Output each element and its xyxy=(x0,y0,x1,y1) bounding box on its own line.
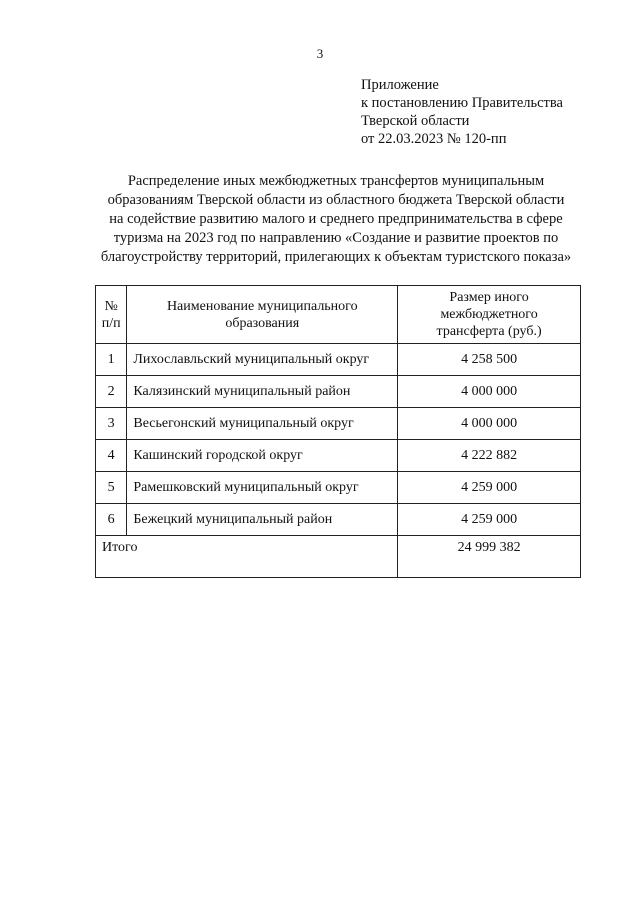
row-amount: 4 222 882 xyxy=(398,440,581,472)
table-row xyxy=(96,344,581,376)
header-amount xyxy=(398,286,581,344)
page-number: 3 xyxy=(316,46,324,61)
row-number: 5 xyxy=(96,472,127,504)
row-municipality: Весьегонский муниципальный округ xyxy=(127,408,398,440)
title-line: на содействие развитию малого и среднего предпринимательства в сфере xyxy=(109,211,563,227)
row-number: 1 xyxy=(96,344,127,376)
title-line: образованиям Тверской области из областного бюджета Тверской области xyxy=(107,192,565,208)
table-row xyxy=(96,408,581,440)
header-text: Размер иного xyxy=(449,290,529,305)
header-text: Наименование муниципального xyxy=(166,298,358,314)
header-text: межбюджетного xyxy=(440,307,538,322)
table-header-row xyxy=(96,286,581,344)
transfers-table xyxy=(95,285,581,578)
row-amount: 4 000 000 xyxy=(398,376,581,408)
header-text: образования xyxy=(225,315,300,331)
appendix-line: Приложение xyxy=(361,77,439,93)
row-number: 4 xyxy=(96,440,127,472)
table-row xyxy=(96,504,581,536)
table-row xyxy=(96,440,581,472)
total-label: Итого xyxy=(96,536,398,578)
table-row xyxy=(96,472,581,504)
row-amount: 4 258 500 xyxy=(398,344,581,376)
row-municipality: Бежецкий муниципальный район xyxy=(127,504,398,536)
header-municipality xyxy=(127,286,398,344)
appendix-date-number: от 22.03.2023 № 120-пп xyxy=(361,131,507,147)
row-municipality: Калязинский муниципальный район xyxy=(127,376,398,408)
appendix-line: к постановлению Правительства xyxy=(361,95,563,111)
header-text: трансферта (руб.) xyxy=(436,324,542,339)
row-number: 3 xyxy=(96,408,127,440)
appendix-block xyxy=(361,76,563,148)
table-total-row xyxy=(96,536,581,578)
table-row xyxy=(96,376,581,408)
header-text: п/п xyxy=(101,315,121,331)
row-municipality: Кашинский городской округ xyxy=(127,440,398,472)
row-municipality: Рамешковский муниципальный округ xyxy=(127,472,398,504)
row-municipality: Лихославльский муниципальный округ xyxy=(127,344,398,376)
appendix-line: Тверской области xyxy=(361,113,470,129)
row-amount: 4 259 000 xyxy=(398,504,581,536)
row-number: 2 xyxy=(96,376,127,408)
row-amount: 4 259 000 xyxy=(398,472,581,504)
title-line: туризма на 2023 год по направлению «Создание и развитие проектов по xyxy=(113,230,559,246)
total-amount: 24 999 382 xyxy=(398,536,581,578)
title-line: благоустройству территорий, прилегающих к объектам туристского показа» xyxy=(100,249,572,265)
row-number: 6 xyxy=(96,504,127,536)
header-number xyxy=(96,286,127,344)
document-title xyxy=(60,172,612,267)
row-amount: 4 000 000 xyxy=(398,408,581,440)
header-text: № xyxy=(104,298,118,314)
title-line: Распределение иных межбюджетных трансфертов муниципальным xyxy=(127,173,545,189)
